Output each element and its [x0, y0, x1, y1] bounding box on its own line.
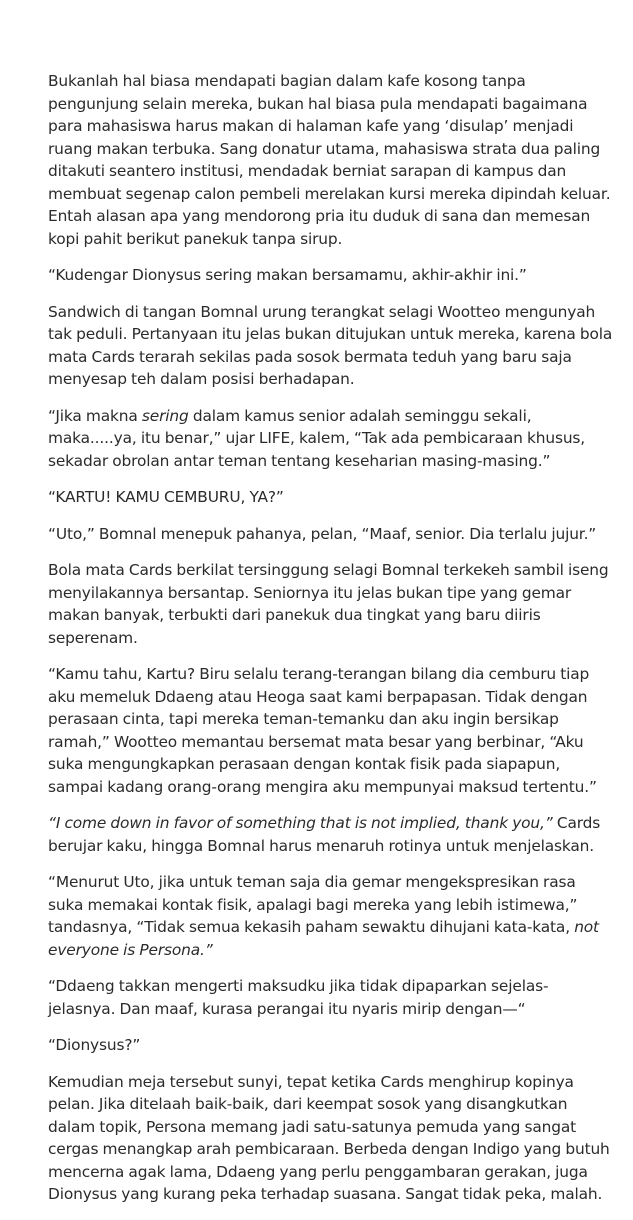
text-run: “Dionysus?” — [48, 1036, 141, 1054]
italic-text-run: not everyone is Persona.” — [48, 918, 599, 959]
paragraph — [48, 1071, 614, 1206]
italic-text-run: “I come down in favor of something that is not implied, thank you,” — [48, 814, 553, 832]
text-run: “Menurut Uto, jika untuk teman saja dia gemar mengekspresikan rasa suka memakai kontak fisik, apalagi bagi mereka yang lebih istimewa,” tandasnya, “Tidak semua kekasih paham sewaktu dihujani kata-kata, — [48, 873, 578, 936]
text-run: Bola mata Cards berkilat tersinggung selagi Bomnal terkekeh sambil iseng menyilakannya bersantap. Seniornya itu jelas bukan tipe yang gemar makan banyak, terbukti dari panekuk dua tingkat yang baru diiris seperenam. — [48, 561, 609, 647]
paragraph — [48, 1034, 614, 1057]
paragraph — [48, 301, 614, 391]
text-run: dalam kamus senior adalah seminggu sekali, maka.....ya, itu benar,” ujar LIFE, kalem, “Tak ada pembicaraan khusus, sekadar obrolan antar teman tentang keseharian masing-masing.” — [48, 406, 586, 470]
text-run: Bukanlah hal biasa mendapati bagian dalam kafe kosong tanpa pengunjung selain mereka, bukan hal biasa pula mendapati bagaimana para mahasiswa harus makan di halaman kafe yang ‘disulap’ menjadi ruang makan terbuka. Sang donatur utama, mahasiswa strata dua paling ditakuti seantero institusi, mendadak berniat sarapan di kampus dan membuat segenap calon pembeli merelakan kursi mereka dipindah keluar. Entah alasan apa yang mendorong pria itu duduk di sana dan memesan kopi pahit berikut panekuk tanpa sirup. — [48, 72, 611, 248]
text-run: Sandwich di tangan Bomnal urung terangkat selagi Wootteo mengunyah tak peduli. Pertanyaan itu jelas bukan ditujukan untuk mereka, karena bola mata Cards terarah sekilas pada sosok bermata teduh yang baru saja menyesap teh dalam posisi berhadapan. — [48, 302, 613, 388]
paragraph — [48, 486, 614, 509]
book-page — [48, 70, 614, 1220]
text-run: “Ddaeng takkan mengerti maksudku jika tidak dipaparkan sejelas-jelasnya. Dan maaf, kurasa perangai itu nyaris mirip dengan—“ — [48, 977, 549, 1018]
paragraph — [48, 523, 614, 546]
text-run: Kemudian meja tersebut sunyi, tepat ketika Cards menghirup kopinya pelan. Jika ditelaah baik-baik, dari keempat sosok yang disangkutkan dalam topik, Persona memang jadi satu-satunya pemuda yang sangat cergas menangkap arah pembicaraan. Berbeda dengan Indigo yang butuh mencerna agak lama, Ddaeng yang perlu penggambaran gerakan, juga Dionysus yang kurang peka terhadap suasana. Sangat tidak peka, malah. — [48, 1072, 610, 1203]
paragraph — [48, 871, 614, 961]
text-run: “Jika makna — [48, 406, 142, 425]
paragraph — [48, 975, 614, 1020]
paragraph — [48, 812, 614, 857]
text-run: Cards berujar kaku, hingga Bomnal harus menaruh rotinya untuk menjelaskan. — [48, 814, 601, 855]
text-run: “Kudengar Dionysus sering makan bersamamu, akhir-akhir ini.” — [48, 266, 527, 284]
paragraph — [48, 405, 614, 473]
paragraph — [48, 70, 614, 250]
text-run: “KARTU! KAMU CEMBURU, YA?” — [48, 488, 284, 506]
text-run: “Kamu tahu, Kartu? Biru selalu terang-terangan bilang dia cemburu tiap aku memeluk Ddaeng atau Heoga saat kami berpapasan. Tidak dengan perasaan cinta, tapi mereka teman-temanku dan aku ingin bersikap ramah,” Wootteo memantau bersemat mata besar yang berbinar, “Aku suka mengungkapkan perasaan dengan kontak fisik pada siapapun, sampai kadang orang-orang mengira aku mempunyai maksud tertentu.” — [48, 665, 597, 796]
text-run: “Uto,” Bomnal menepuk pahanya, pelan, “Maaf, senior. Dia terlalu jujur.” — [48, 524, 597, 543]
paragraph — [48, 264, 614, 287]
paragraph — [48, 559, 614, 649]
italic-text-run: sering — [141, 406, 189, 425]
paragraph — [48, 663, 614, 798]
